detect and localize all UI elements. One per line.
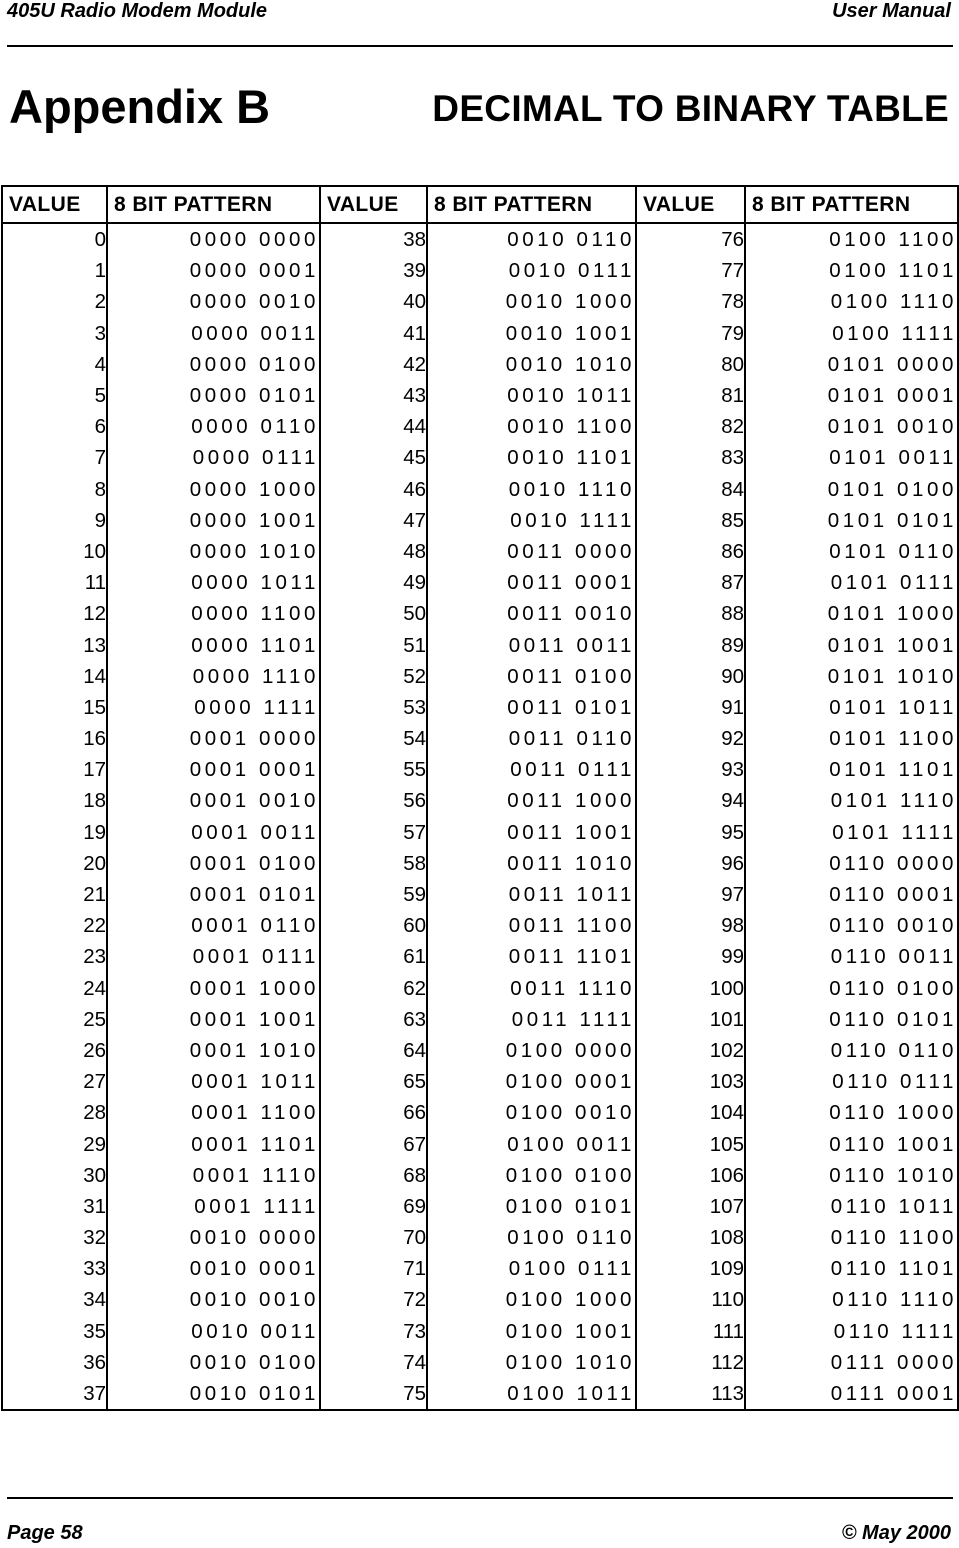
- decimal-value-cell: 85: [636, 505, 745, 536]
- binary-pattern-cell: 0100 0111: [427, 1253, 636, 1284]
- binary-pattern-cell: 0000 1000: [107, 474, 320, 505]
- decimal-value-cell: 52: [320, 661, 427, 692]
- decimal-value-cell: 89: [636, 629, 745, 660]
- binary-pattern-cell: 0010 1110: [427, 474, 636, 505]
- header-divider: [7, 45, 953, 47]
- binary-pattern-cell: 0110 0001: [745, 879, 958, 910]
- binary-pattern-cell: 0011 0010: [427, 598, 636, 629]
- binary-pattern-cell: 0001 1100: [107, 1097, 320, 1128]
- decimal-value-cell: 61: [320, 941, 427, 972]
- table-row: [2, 661, 958, 692]
- binary-pattern-cell: 0010 1011: [427, 380, 636, 411]
- decimal-value-cell: 19: [2, 817, 107, 848]
- column-header-value: VALUE: [2, 186, 107, 223]
- binary-pattern-cell: 0110 1110: [745, 1284, 958, 1315]
- binary-pattern-cell: 0001 1001: [107, 1004, 320, 1035]
- decimal-value-cell: 73: [320, 1316, 427, 1347]
- decimal-value-cell: 75: [320, 1378, 427, 1410]
- binary-pattern-cell: 0110 1111: [745, 1316, 958, 1347]
- decimal-value-cell: 40: [320, 286, 427, 317]
- table-row: [2, 567, 958, 598]
- table-row: [2, 1253, 958, 1284]
- decimal-value-cell: 2: [2, 286, 107, 317]
- binary-pattern-cell: 0100 1101: [745, 255, 958, 286]
- binary-pattern-cell: 0001 0000: [107, 723, 320, 754]
- table-row: [2, 723, 958, 754]
- decimal-value-cell: 108: [636, 1222, 745, 1253]
- binary-pattern-cell: 0011 0110: [427, 723, 636, 754]
- binary-pattern-cell: 0100 1110: [745, 286, 958, 317]
- table-header-row: [2, 186, 958, 223]
- binary-pattern-cell: 0011 0100: [427, 661, 636, 692]
- column-header-value: VALUE: [636, 186, 745, 223]
- decimal-value-cell: 57: [320, 817, 427, 848]
- table-row: [2, 1191, 958, 1222]
- binary-pattern-cell: 0000 0001: [107, 255, 320, 286]
- decimal-value-cell: 77: [636, 255, 745, 286]
- binary-pattern-cell: 0100 1001: [427, 1316, 636, 1347]
- decimal-value-cell: 87: [636, 567, 745, 598]
- binary-pattern-cell: 0101 0110: [745, 536, 958, 567]
- table-row: [2, 1066, 958, 1097]
- decimal-value-cell: 51: [320, 629, 427, 660]
- decimal-value-cell: 88: [636, 598, 745, 629]
- decimal-value-cell: 20: [2, 848, 107, 879]
- binary-pattern-cell: 0110 1100: [745, 1222, 958, 1253]
- binary-pattern-cell: 0011 1101: [427, 941, 636, 972]
- decimal-value-cell: 8: [2, 474, 107, 505]
- table-row: [2, 910, 958, 941]
- binary-pattern-cell: 0000 1101: [107, 629, 320, 660]
- binary-pattern-cell: 0100 1100: [745, 223, 958, 255]
- decimal-value-cell: 70: [320, 1222, 427, 1253]
- table-row: [2, 941, 958, 972]
- table-row: [2, 817, 958, 848]
- binary-pattern-cell: 0010 1010: [427, 349, 636, 380]
- decimal-value-cell: 13: [2, 629, 107, 660]
- binary-pattern-cell: 0101 1101: [745, 754, 958, 785]
- binary-pattern-cell: 0100 0001: [427, 1066, 636, 1097]
- decimal-value-cell: 28: [2, 1097, 107, 1128]
- binary-pattern-cell: 0101 1110: [745, 785, 958, 816]
- binary-pattern-cell: 0010 1100: [427, 411, 636, 442]
- decimal-value-cell: 84: [636, 474, 745, 505]
- decimal-value-cell: 48: [320, 536, 427, 567]
- binary-pattern-cell: 0100 0010: [427, 1097, 636, 1128]
- decimal-value-cell: 67: [320, 1128, 427, 1159]
- binary-pattern-cell: 0110 0111: [745, 1066, 958, 1097]
- decimal-value-cell: 53: [320, 692, 427, 723]
- table-row: [2, 598, 958, 629]
- decimal-value-cell: 65: [320, 1066, 427, 1097]
- decimal-value-cell: 42: [320, 349, 427, 380]
- decimal-value-cell: 103: [636, 1066, 745, 1097]
- decimal-value-cell: 78: [636, 286, 745, 317]
- decimal-value-cell: 47: [320, 505, 427, 536]
- copyright-date: © May 2000: [841, 1522, 951, 1544]
- decimal-value-cell: 101: [636, 1004, 745, 1035]
- decimal-value-cell: 109: [636, 1253, 745, 1284]
- table-body: [2, 223, 958, 1410]
- binary-pattern-cell: 0101 1100: [745, 723, 958, 754]
- decimal-value-cell: 25: [2, 1004, 107, 1035]
- decimal-value-cell: 82: [636, 411, 745, 442]
- decimal-value-cell: 15: [2, 692, 107, 723]
- column-header-pattern: 8 BIT PATTERN: [745, 186, 958, 223]
- decimal-value-cell: 95: [636, 817, 745, 848]
- decimal-value-cell: 46: [320, 474, 427, 505]
- decimal-value-cell: 106: [636, 1160, 745, 1191]
- binary-pattern-cell: 0100 0110: [427, 1222, 636, 1253]
- binary-pattern-cell: 0110 1010: [745, 1160, 958, 1191]
- binary-pattern-cell: 0010 0100: [107, 1347, 320, 1378]
- binary-pattern-cell: 0101 0101: [745, 505, 958, 536]
- binary-pattern-cell: 0000 0110: [107, 411, 320, 442]
- decimal-value-cell: 105: [636, 1128, 745, 1159]
- binary-pattern-cell: 0101 1001: [745, 629, 958, 660]
- binary-pattern-cell: 0001 1011: [107, 1066, 320, 1097]
- binary-pattern-cell: 0011 1000: [427, 785, 636, 816]
- column-header-pattern: 8 BIT PATTERN: [107, 186, 320, 223]
- decimal-value-cell: 34: [2, 1284, 107, 1315]
- binary-pattern-cell: 0111 0001: [745, 1378, 958, 1410]
- decimal-value-cell: 4: [2, 349, 107, 380]
- binary-pattern-cell: 0101 0001: [745, 380, 958, 411]
- binary-pattern-cell: 0001 0110: [107, 910, 320, 941]
- decimal-value-cell: 6: [2, 411, 107, 442]
- decimal-value-cell: 96: [636, 848, 745, 879]
- decimal-value-cell: 29: [2, 1128, 107, 1159]
- binary-pattern-cell: 0101 0000: [745, 349, 958, 380]
- binary-pattern-cell: 0100 1111: [745, 318, 958, 349]
- table-row: [2, 255, 958, 286]
- table-row: [2, 536, 958, 567]
- decimal-value-cell: 23: [2, 941, 107, 972]
- decimal-value-cell: 45: [320, 442, 427, 473]
- decimal-value-cell: 79: [636, 318, 745, 349]
- table-row: [2, 692, 958, 723]
- binary-pattern-cell: 0010 1101: [427, 442, 636, 473]
- decimal-value-cell: 97: [636, 879, 745, 910]
- binary-pattern-cell: 0001 0100: [107, 848, 320, 879]
- binary-pattern-cell: 0010 0101: [107, 1378, 320, 1410]
- table-row: [2, 629, 958, 660]
- decimal-value-cell: 1: [2, 255, 107, 286]
- decimal-value-cell: 107: [636, 1191, 745, 1222]
- decimal-value-cell: 112: [636, 1347, 745, 1378]
- decimal-value-cell: 30: [2, 1160, 107, 1191]
- binary-pattern-cell: 0010 1111: [427, 505, 636, 536]
- table-row: [2, 1128, 958, 1159]
- table-row: [2, 442, 958, 473]
- running-header-title: 405U Radio Modem Module: [7, 0, 268, 22]
- decimal-value-cell: 72: [320, 1284, 427, 1315]
- decimal-value-cell: 24: [2, 973, 107, 1004]
- decimal-value-cell: 41: [320, 318, 427, 349]
- table-row: [2, 349, 958, 380]
- decimal-value-cell: 36: [2, 1347, 107, 1378]
- table-row: [2, 223, 958, 255]
- decimal-value-cell: 90: [636, 661, 745, 692]
- binary-pattern-cell: 0100 1010: [427, 1347, 636, 1378]
- decimal-value-cell: 33: [2, 1253, 107, 1284]
- table-row: [2, 1004, 958, 1035]
- binary-pattern-cell: 0110 0010: [745, 910, 958, 941]
- table-row: [2, 785, 958, 816]
- decimal-value-cell: 21: [2, 879, 107, 910]
- binary-pattern-cell: 0100 1000: [427, 1284, 636, 1315]
- binary-pattern-cell: 0110 0100: [745, 973, 958, 1004]
- page-number: Page 58: [7, 1522, 83, 1544]
- binary-pattern-cell: 0011 1001: [427, 817, 636, 848]
- binary-pattern-cell: 0010 1000: [427, 286, 636, 317]
- decimal-value-cell: 49: [320, 567, 427, 598]
- binary-pattern-cell: 0110 1011: [745, 1191, 958, 1222]
- column-header-value: VALUE: [320, 186, 427, 223]
- binary-pattern-cell: 0011 1100: [427, 910, 636, 941]
- table-row: [2, 286, 958, 317]
- decimal-value-cell: 113: [636, 1378, 745, 1410]
- table-row: [2, 380, 958, 411]
- binary-pattern-cell: 0000 1010: [107, 536, 320, 567]
- decimal-value-cell: 98: [636, 910, 745, 941]
- decimal-value-cell: 43: [320, 380, 427, 411]
- decimal-value-cell: 7: [2, 442, 107, 473]
- binary-pattern-cell: 0000 1111: [107, 692, 320, 723]
- binary-pattern-cell: 0101 0111: [745, 567, 958, 598]
- binary-pattern-cell: 0000 0111: [107, 442, 320, 473]
- binary-pattern-cell: 0011 0101: [427, 692, 636, 723]
- binary-pattern-cell: 0000 0010: [107, 286, 320, 317]
- binary-pattern-cell: 0101 0100: [745, 474, 958, 505]
- decimal-value-cell: 99: [636, 941, 745, 972]
- decimal-value-cell: 50: [320, 598, 427, 629]
- decimal-value-cell: 27: [2, 1066, 107, 1097]
- table-row: [2, 879, 958, 910]
- table-row: [2, 1316, 958, 1347]
- decimal-value-cell: 18: [2, 785, 107, 816]
- binary-pattern-cell: 0110 1101: [745, 1253, 958, 1284]
- decimal-value-cell: 31: [2, 1191, 107, 1222]
- decimal-value-cell: 10: [2, 536, 107, 567]
- decimal-value-cell: 59: [320, 879, 427, 910]
- decimal-value-cell: 92: [636, 723, 745, 754]
- decimal-value-cell: 22: [2, 910, 107, 941]
- decimal-value-cell: 100: [636, 973, 745, 1004]
- table-row: [2, 505, 958, 536]
- decimal-value-cell: 16: [2, 723, 107, 754]
- binary-pattern-cell: 0001 0010: [107, 785, 320, 816]
- decimal-value-cell: 37: [2, 1378, 107, 1410]
- binary-pattern-cell: 0001 1010: [107, 1035, 320, 1066]
- decimal-binary-table: [1, 185, 959, 1411]
- binary-pattern-cell: 0010 0011: [107, 1316, 320, 1347]
- decimal-value-cell: 17: [2, 754, 107, 785]
- binary-pattern-cell: 0010 0010: [107, 1284, 320, 1315]
- binary-pattern-cell: 0000 1100: [107, 598, 320, 629]
- appendix-label: Appendix B: [9, 80, 271, 133]
- decimal-value-cell: 38: [320, 223, 427, 255]
- decimal-value-cell: 81: [636, 380, 745, 411]
- decimal-value-cell: 71: [320, 1253, 427, 1284]
- decimal-value-cell: 104: [636, 1097, 745, 1128]
- table-row: [2, 848, 958, 879]
- table-row: [2, 474, 958, 505]
- binary-pattern-cell: 0001 0011: [107, 817, 320, 848]
- binary-pattern-cell: 0100 0100: [427, 1160, 636, 1191]
- table-row: [2, 1160, 958, 1191]
- decimal-value-cell: 66: [320, 1097, 427, 1128]
- decimal-value-cell: 80: [636, 349, 745, 380]
- decimal-value-cell: 83: [636, 442, 745, 473]
- binary-pattern-cell: 0010 0001: [107, 1253, 320, 1284]
- decimal-value-cell: 102: [636, 1035, 745, 1066]
- decimal-value-cell: 94: [636, 785, 745, 816]
- decimal-value-cell: 55: [320, 754, 427, 785]
- binary-pattern-cell: 0110 0101: [745, 1004, 958, 1035]
- binary-pattern-cell: 0011 1010: [427, 848, 636, 879]
- binary-pattern-cell: 0000 0101: [107, 380, 320, 411]
- table-row: [2, 318, 958, 349]
- decimal-value-cell: 0: [2, 223, 107, 255]
- binary-pattern-cell: 0101 1000: [745, 598, 958, 629]
- binary-pattern-cell: 0101 1111: [745, 817, 958, 848]
- decimal-value-cell: 91: [636, 692, 745, 723]
- binary-pattern-cell: 0011 0111: [427, 754, 636, 785]
- binary-pattern-cell: 0101 1011: [745, 692, 958, 723]
- binary-pattern-cell: 0110 1001: [745, 1128, 958, 1159]
- binary-pattern-cell: 0100 0011: [427, 1128, 636, 1159]
- decimal-value-cell: 86: [636, 536, 745, 567]
- decimal-value-cell: 93: [636, 754, 745, 785]
- page-title: DECIMAL TO BINARY TABLE: [432, 88, 949, 129]
- decimal-value-cell: 62: [320, 973, 427, 1004]
- binary-pattern-cell: 0100 1011: [427, 1378, 636, 1410]
- decimal-value-cell: 11: [2, 567, 107, 598]
- binary-pattern-cell: 0001 1110: [107, 1160, 320, 1191]
- binary-pattern-cell: 0011 1111: [427, 1004, 636, 1035]
- decimal-value-cell: 5: [2, 380, 107, 411]
- table-row: [2, 1097, 958, 1128]
- running-header-doc-type: User Manual: [832, 0, 951, 22]
- decimal-value-cell: 44: [320, 411, 427, 442]
- binary-pattern-cell: 0001 1000: [107, 973, 320, 1004]
- binary-pattern-cell: 0010 0111: [427, 255, 636, 286]
- binary-pattern-cell: 0011 0011: [427, 629, 636, 660]
- decimal-value-cell: 3: [2, 318, 107, 349]
- binary-pattern-cell: 0011 1110: [427, 973, 636, 1004]
- decimal-value-cell: 111: [636, 1316, 745, 1347]
- decimal-value-cell: 69: [320, 1191, 427, 1222]
- table-row: [2, 411, 958, 442]
- binary-pattern-cell: 0001 0101: [107, 879, 320, 910]
- decimal-value-cell: 60: [320, 910, 427, 941]
- binary-pattern-cell: 0110 0011: [745, 941, 958, 972]
- decimal-value-cell: 39: [320, 255, 427, 286]
- column-header-pattern: 8 BIT PATTERN: [427, 186, 636, 223]
- decimal-value-cell: 56: [320, 785, 427, 816]
- table-row: [2, 973, 958, 1004]
- decimal-value-cell: 58: [320, 848, 427, 879]
- decimal-value-cell: 26: [2, 1035, 107, 1066]
- binary-pattern-cell: 0001 0111: [107, 941, 320, 972]
- binary-pattern-cell: 0001 1101: [107, 1128, 320, 1159]
- binary-pattern-cell: 0011 0001: [427, 567, 636, 598]
- decimal-value-cell: 12: [2, 598, 107, 629]
- binary-pattern-cell: 0010 0000: [107, 1222, 320, 1253]
- binary-pattern-cell: 0101 0011: [745, 442, 958, 473]
- binary-pattern-cell: 0101 1010: [745, 661, 958, 692]
- binary-pattern-cell: 0100 0101: [427, 1191, 636, 1222]
- binary-pattern-cell: 0000 0000: [107, 223, 320, 255]
- decimal-value-cell: 9: [2, 505, 107, 536]
- binary-pattern-cell: 0011 1011: [427, 879, 636, 910]
- decimal-value-cell: 74: [320, 1347, 427, 1378]
- decimal-value-cell: 35: [2, 1316, 107, 1347]
- decimal-value-cell: 64: [320, 1035, 427, 1066]
- binary-pattern-cell: 0000 1110: [107, 661, 320, 692]
- binary-pattern-cell: 0000 0100: [107, 349, 320, 380]
- binary-pattern-cell: 0111 0000: [745, 1347, 958, 1378]
- binary-pattern-cell: 0110 0000: [745, 848, 958, 879]
- binary-pattern-cell: 0010 1001: [427, 318, 636, 349]
- binary-pattern-cell: 0100 0000: [427, 1035, 636, 1066]
- table-row: [2, 1222, 958, 1253]
- table-row: [2, 1284, 958, 1315]
- binary-pattern-cell: 0110 0110: [745, 1035, 958, 1066]
- binary-pattern-cell: 0001 0001: [107, 754, 320, 785]
- binary-pattern-cell: 0000 1011: [107, 567, 320, 598]
- binary-pattern-cell: 0011 0000: [427, 536, 636, 567]
- binary-pattern-cell: 0000 1001: [107, 505, 320, 536]
- decimal-value-cell: 63: [320, 1004, 427, 1035]
- decimal-value-cell: 76: [636, 223, 745, 255]
- table-row: [2, 1347, 958, 1378]
- binary-pattern-cell: 0101 0010: [745, 411, 958, 442]
- decimal-value-cell: 68: [320, 1160, 427, 1191]
- footer-divider: [7, 1497, 953, 1499]
- table-row: [2, 1378, 958, 1410]
- table-row: [2, 1035, 958, 1066]
- table-row: [2, 754, 958, 785]
- decimal-value-cell: 32: [2, 1222, 107, 1253]
- binary-pattern-cell: 0001 1111: [107, 1191, 320, 1222]
- decimal-value-cell: 110: [636, 1284, 745, 1315]
- binary-pattern-cell: 0110 1000: [745, 1097, 958, 1128]
- decimal-value-cell: 14: [2, 661, 107, 692]
- binary-pattern-cell: 0010 0110: [427, 223, 636, 255]
- decimal-value-cell: 54: [320, 723, 427, 754]
- binary-pattern-cell: 0000 0011: [107, 318, 320, 349]
